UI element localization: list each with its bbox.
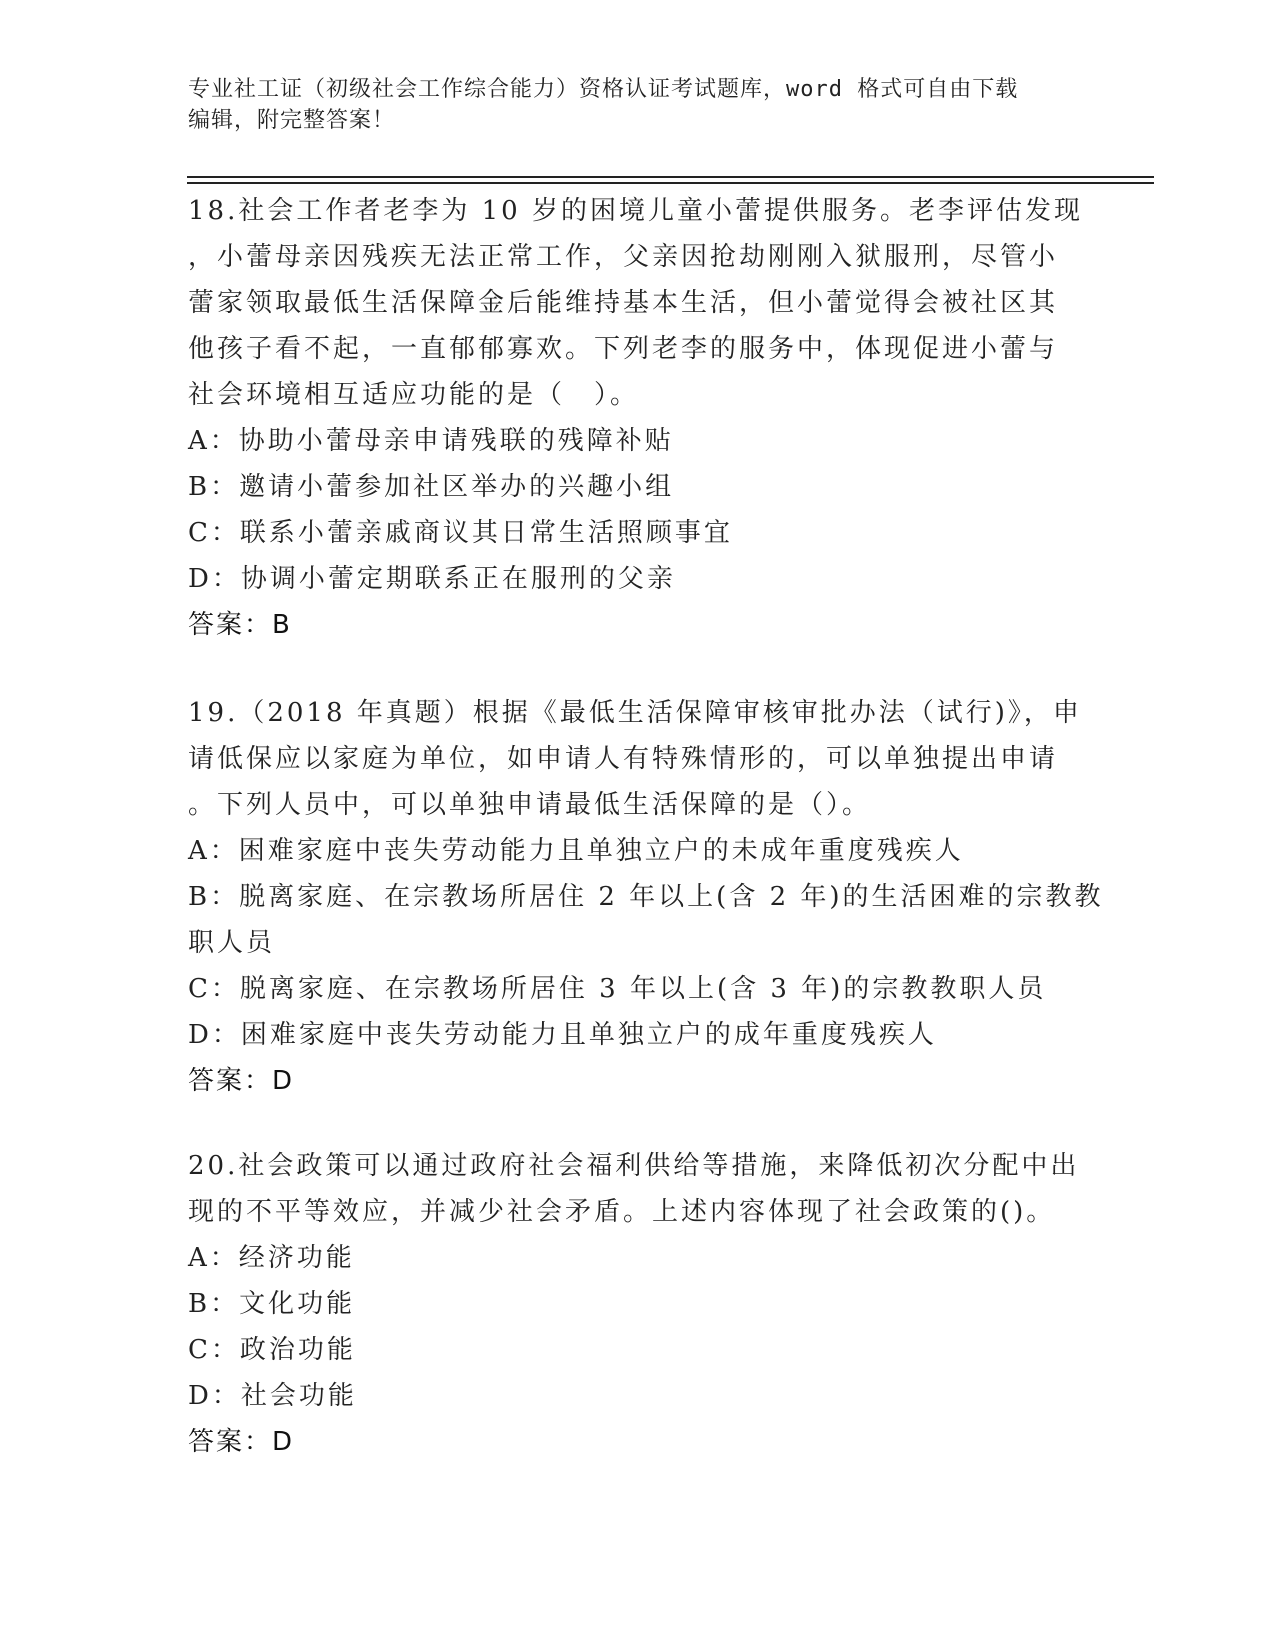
question-stem-line: 他孩子看不起，一直郁郁寡欢。下列老李的服务中，体现促进小蕾与 [188, 334, 1059, 364]
question-stem-line: 19.（2018 年真题）根据《最低生活保障审核审批办法（试行)》，申 [188, 698, 1082, 728]
question-stem-line: 社会环境相互适应功能的是（ ）。 [188, 380, 640, 410]
option-b: B：脱离家庭、在宗教场所居住 2 年以上(含 2 年)的生活困难的宗教教 [188, 882, 1104, 912]
option-b: B：邀请小蕾参加社区举办的兴趣小组 [188, 472, 675, 502]
question-stem-line: 请低保应以家庭为单位，如申请人有特殊情形的，可以单独提出申请 [188, 744, 1059, 774]
question-stem-line: 。下列人员中，可以单独申请最低生活保障的是（）。 [188, 790, 872, 820]
option-d: D：社会功能 [188, 1381, 357, 1411]
option-c: C：联系小蕾亲戚商议其日常生活照顾事宜 [188, 518, 733, 548]
question-19 [188, 690, 1104, 1104]
header-divider-bottom [187, 182, 1154, 184]
option-b-continued: 职人员 [188, 928, 276, 958]
question-stem-line: 18.社会工作者老李为 10 岁的困境儿童小蕾提供服务。老李评估发现 [188, 196, 1083, 226]
header-divider-top [187, 176, 1154, 178]
question-18 [188, 188, 1088, 648]
option-d: D：困难家庭中丧失劳动能力且单独立户的成年重度残疾人 [188, 1020, 937, 1050]
option-c: C：政治功能 [188, 1335, 356, 1365]
option-a: A：经济功能 [188, 1243, 355, 1273]
option-a: A：困难家庭中丧失劳动能力且单独立户的未成年重度残疾人 [188, 836, 964, 866]
question-stem-line: 现的不平等效应，并减少社会矛盾。上述内容体现了社会政策的()。 [188, 1197, 1056, 1227]
option-a: A：协助小蕾母亲申请残联的残障补贴 [188, 426, 674, 456]
document-header [188, 74, 1088, 136]
option-c: C：脱离家庭、在宗教场所居住 3 年以上(含 3 年)的宗教教职人员 [188, 974, 1047, 1004]
answer-label: 答案：D [188, 1427, 295, 1457]
header-title-line-2: 编辑，附完整答案！ [188, 108, 396, 133]
option-d: D：协调小蕾定期联系正在服刑的父亲 [188, 564, 676, 594]
answer-label: 答案：B [188, 610, 292, 640]
question-stem-line: 20.社会政策可以通过政府社会福利供给等措施，来降低初次分配中出 [188, 1151, 1080, 1181]
option-b: B：文化功能 [188, 1289, 356, 1319]
question-stem-line: ，小蕾母亲因残疾无法正常工作，父亲因抢劫刚刚入狱服刑，尽管小 [188, 242, 1059, 272]
question-20 [188, 1143, 1088, 1465]
answer-label: 答案：D [188, 1066, 295, 1096]
header-title-line-1: 专业社工证（初级社会工作综合能力）资格认证考试题库，word 格式可自由下载 [188, 77, 1019, 102]
question-stem-line: 蕾家领取最低生活保障金后能维持基本生活，但小蕾觉得会被社区其 [188, 288, 1059, 318]
